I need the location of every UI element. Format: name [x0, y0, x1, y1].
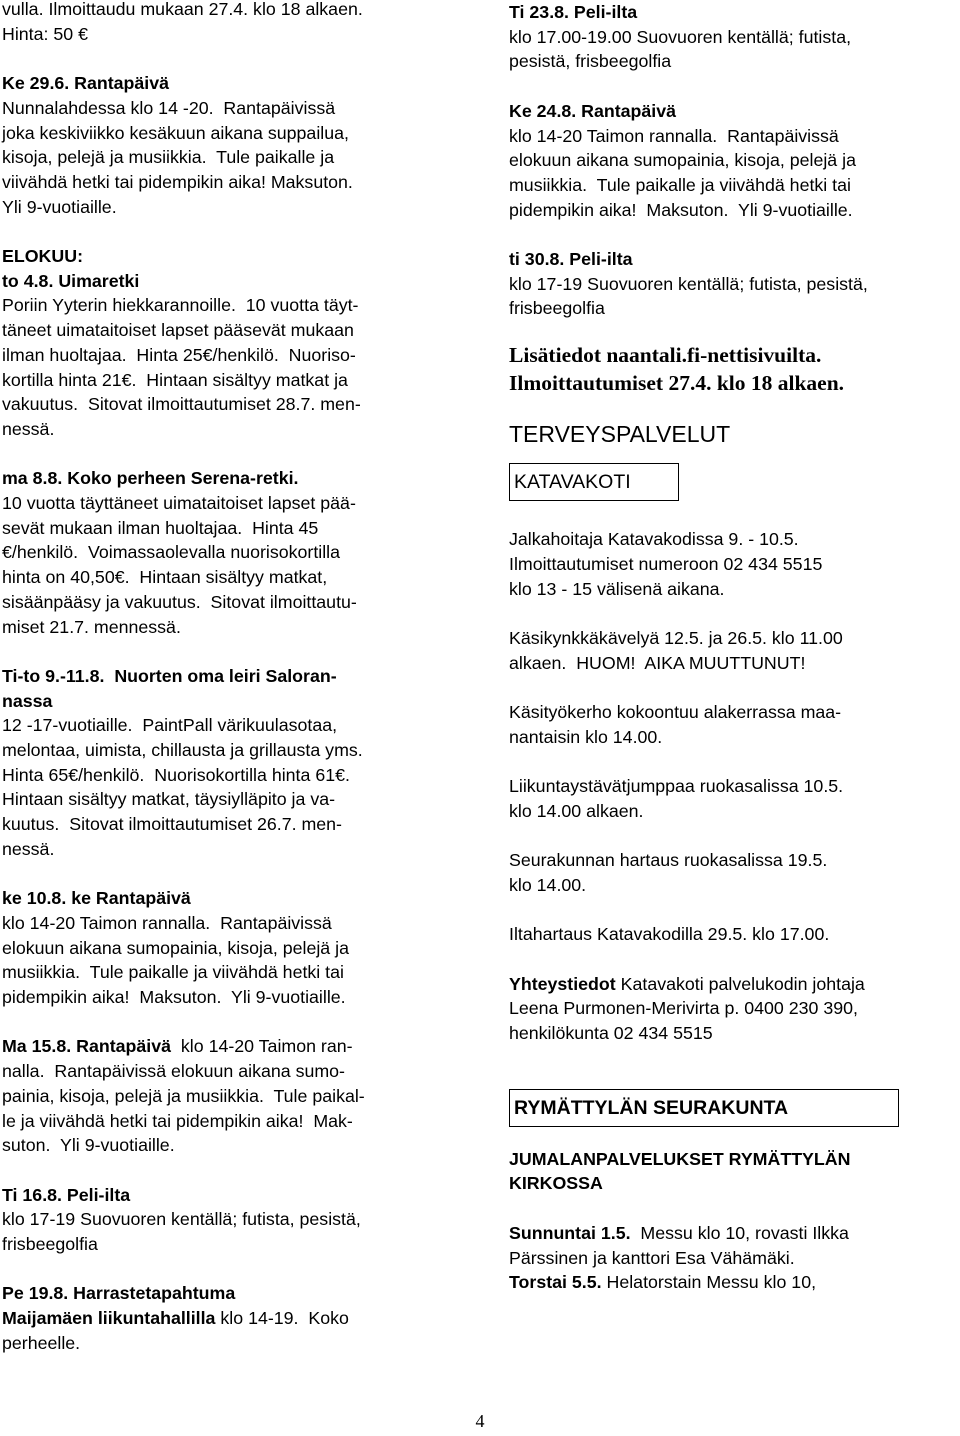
text-line: henkilökunta 02 434 5515 [509, 1023, 713, 1044]
text-line: kisoja, pelejä ja musiikkia. Tule paikalle ja [2, 147, 335, 168]
event-ti-to-9-11-8 [2, 664, 472, 862]
service-date: Sunnuntai 1.5. [509, 1222, 631, 1243]
katavakoti-item [509, 774, 954, 823]
event-ke-29-6 [2, 71, 472, 219]
text-line: pidempikin aika! Maksuton. Yli 9-vuotiaille. [509, 199, 853, 220]
text-line: pidempikin aika! Maksuton. Yli 9-vuotiaille. [2, 987, 346, 1008]
event-title: Ke 24.8. Rantapäivä [509, 100, 677, 121]
info-line: Ilmoittautumiset 27.4. klo 18 alkaen. [509, 371, 845, 396]
text-line: klo 14.00. [509, 874, 587, 895]
service-line [509, 1270, 954, 1295]
text-line: Seurakunnan hartaus ruokasalissa 19.5. [509, 850, 828, 871]
event-ma-8-8 [2, 466, 472, 639]
text-line: frisbeegolfia [2, 1234, 98, 1255]
text-line: Yli 9-vuotiaille. [2, 196, 117, 217]
text-line: 10 vuotta täyttäneet uimataitoiset lapset pää- [2, 493, 356, 514]
event-title-line [2, 1034, 472, 1059]
katavakoti-item [509, 700, 954, 749]
text-line: Iltahartaus Katavakodilla 29.5. klo 17.00. [509, 924, 830, 945]
text-line: Ilmoittautumiset numeroon 02 434 5515 [509, 553, 823, 574]
text-line: le ja viivähdä hetki tai pidempikin aika! Mak- [2, 1110, 353, 1131]
text-line: nalla. Rantapäivissä elokuun aikana sumo- [2, 1061, 345, 1082]
text-line: Käsikynkkäkävelyä 12.5. ja 26.5. klo 11.00 [509, 627, 843, 648]
contact-title: Yhteystiedot [509, 973, 616, 994]
parish-box: RYMÄTTYLÄN SEURAKUNTA [509, 1089, 899, 1127]
info-line: Lisätiedot naantali.fi-nettisivuilta. [509, 343, 822, 368]
katavakoti-item [509, 527, 954, 601]
text-line: klo 14-20 Taimon rannalla. Rantapäivissä [509, 125, 839, 146]
text-line: melontaa, uimista, chillausta ja grillausta yms. [2, 740, 363, 761]
text-line: €/henkilö. Voimassaolevalla nuorisokortilla [2, 542, 341, 563]
text-line: Hinta 65€/henkilö. Nuorisokortilla hinta 61€. [2, 764, 350, 785]
text-line: Nunnalahdessa klo 14 -20. Rantapäivissä [2, 97, 336, 118]
katavakoti-box: KATAVAKOTI [509, 463, 679, 501]
text-line: suton. Yli 9-vuotiaille. [2, 1135, 175, 1156]
text-line: klo 17-19 Suovuoren kentällä; futista, pesistä, [509, 273, 868, 294]
heading-line: JUMALANPALVELUKSET RYMÄTTYLÄN [509, 1148, 851, 1169]
month-heading: ELOKUU: [2, 246, 83, 266]
event-title: ke 10.8. ke Rantapäivä [2, 888, 191, 909]
text-line: alkaen. HUOM! AIKA MUUTTUNUT! [509, 652, 806, 673]
health-services-heading [509, 419, 954, 449]
info-block [509, 341, 954, 397]
church-services-heading [509, 1147, 954, 1196]
text-line: joka keskiviikko kesäkuun aikana suppailua, [2, 122, 349, 143]
text-line: 12 -17-vuotiaille. PaintPall värikuulasotaa, [2, 715, 338, 736]
text-line: kortilla hinta 21€. Hintaan sisältyy matkat ja [2, 369, 348, 390]
text-line: klo 14.00 alkaen. [509, 800, 644, 821]
venue-rest: klo 14-19. Koko [215, 1308, 349, 1329]
text-line: sisäänpääsy ja vakuutus. Sitovat ilmoittautu- [2, 591, 357, 612]
text-line: nessä. [2, 838, 55, 859]
text-line: ilman huoltajaa. Hinta 25€/henkilö. Nuoriso- [2, 344, 356, 365]
katavakoti-item [509, 848, 954, 897]
text-line: klo 13 - 15 välisenä aikana. [509, 578, 725, 599]
event-title-cont: nassa [2, 690, 53, 711]
text-line: painia, kisoja, pelejä ja musiikkia. Tule paikal- [2, 1085, 365, 1106]
page-number: 4 [475, 1411, 485, 1431]
text-line: elokuun aikana sumopainia, kisoja, pelejä ja [2, 937, 349, 958]
event-title: Ti 23.8. Peli-ilta [509, 2, 638, 22]
heading-text: TERVEYSPALVELUT [509, 421, 731, 448]
text-line: pesistä, frisbeegolfia [509, 51, 672, 72]
text-line: frisbeegolfia [509, 298, 605, 319]
event-title: Ti 16.8. Peli-ilta [2, 1184, 131, 1205]
text-line: klo 14-20 Taimon rannalla. Rantapäivissä [2, 912, 332, 933]
text-line: viivähdä hetki tai pidempikin aika! Maksuton. [2, 171, 353, 192]
service-desc: Messu klo 10, rovasti Ilkka [630, 1222, 849, 1243]
event-title: ma 8.8. Koko perheen Serena-retki. [2, 468, 299, 489]
event-title: Ti-to 9.-11.8. Nuorten oma leiri Saloran- [2, 665, 337, 686]
service-list [509, 1221, 954, 1295]
katavakoti-item [509, 626, 954, 675]
right-column [509, 0, 954, 1295]
text-line: miset 21.7. mennessä. [2, 616, 181, 637]
event-ti-23-8 [509, 0, 954, 74]
event-title: Ma 15.8. Rantapäivä [2, 1036, 172, 1057]
service-line [509, 1221, 954, 1246]
event-title-rest: klo 14-20 Taimon ran- [171, 1036, 353, 1057]
contact-title-line [509, 972, 954, 997]
service-date: Torstai 5.5. [509, 1272, 602, 1293]
text-line: vakuutus. Sitovat ilmoittautumiset 28.7. men- [2, 394, 361, 415]
text-line: klo 17.00-19.00 Suovuoren kentällä; futista, [509, 26, 852, 47]
event-ma-15-8 [2, 1034, 472, 1158]
event-title: to 4.8. Uimaretki [2, 270, 140, 291]
event-to-4-8 [2, 244, 472, 442]
left-column [2, 0, 472, 1356]
contact-info [509, 972, 954, 1046]
heading-line: KIRKOSSA [509, 1173, 603, 1194]
event-ti-16-8 [2, 1183, 472, 1257]
event-ke-10-8 [2, 886, 472, 1010]
ad-block-ilmoittaudu [2, 0, 472, 46]
service-desc: Helatorstain Messu klo 10, [601, 1272, 817, 1293]
text-line: kuutus. Sitovat ilmoittautumiset 26.7. men- [2, 814, 342, 835]
text-line: Hinta: 50 € [2, 23, 88, 44]
text-line: sevät mukaan ilman huoltajaa. Hinta 45 [2, 517, 319, 538]
event-title: ti 30.8. Peli-ilta [509, 249, 633, 269]
text-line: Poriin Yyterin hiekkarannoille. 10 vuotta täyt- [2, 295, 359, 316]
text-line: musiikkia. Tule paikalle ja viivähdä hetki tai [509, 174, 851, 195]
text-line: Pärssinen ja kanttori Esa Vähämäki. [509, 1247, 795, 1268]
text-line: Liikuntaystävätjumppaa ruokasalissa 10.5. [509, 776, 844, 797]
text-line: täneet uimataitoiset lapset pääsevät mukaan [2, 320, 354, 341]
text-line: Käsityökerho kokoontuu alakerrassa maa- [509, 702, 842, 722]
text-line: Jalkahoitaja Katavakodissa 9. - 10.5. [509, 529, 799, 550]
text-line: klo 17-19 Suovuoren kentällä; futista, pesistä, [2, 1209, 361, 1230]
contact-title-rest: Katavakoti palvelukodin johtaja [615, 973, 865, 994]
event-ke-24-8 [509, 99, 954, 223]
text-line: vulla. Ilmoittaudu mukaan 27.4. klo 18 alkaen. [2, 0, 363, 19]
katavakoti-item [509, 922, 954, 947]
event-title: Pe 19.8. Harrastetapahtuma [2, 1283, 236, 1304]
text-line: nessä. [2, 418, 55, 439]
event-title: Ke 29.6. Rantapäivä [2, 73, 170, 94]
text-line: hinta on 40,50€. Hintaan sisältyy matkat, [2, 567, 328, 588]
text-line: perheelle. [2, 1332, 81, 1353]
text-line: Leena Purmonen-Merivirta p. 0400 230 390, [509, 998, 858, 1019]
venue-name: Maijamäen liikuntahallilla [2, 1308, 216, 1329]
text-line: Hintaan sisältyy matkat, täysiylläpito ja va- [2, 789, 336, 810]
text-line: musiikkia. Tule paikalle ja viivähdä hetki tai [2, 962, 344, 983]
text-line: nantaisin klo 14.00. [509, 726, 663, 747]
event-title-line [2, 1306, 472, 1331]
event-pe-19-8 [2, 1281, 472, 1355]
text-line: elokuun aikana sumopainia, kisoja, pelejä ja [509, 150, 856, 171]
event-ti-30-8 [509, 247, 954, 321]
